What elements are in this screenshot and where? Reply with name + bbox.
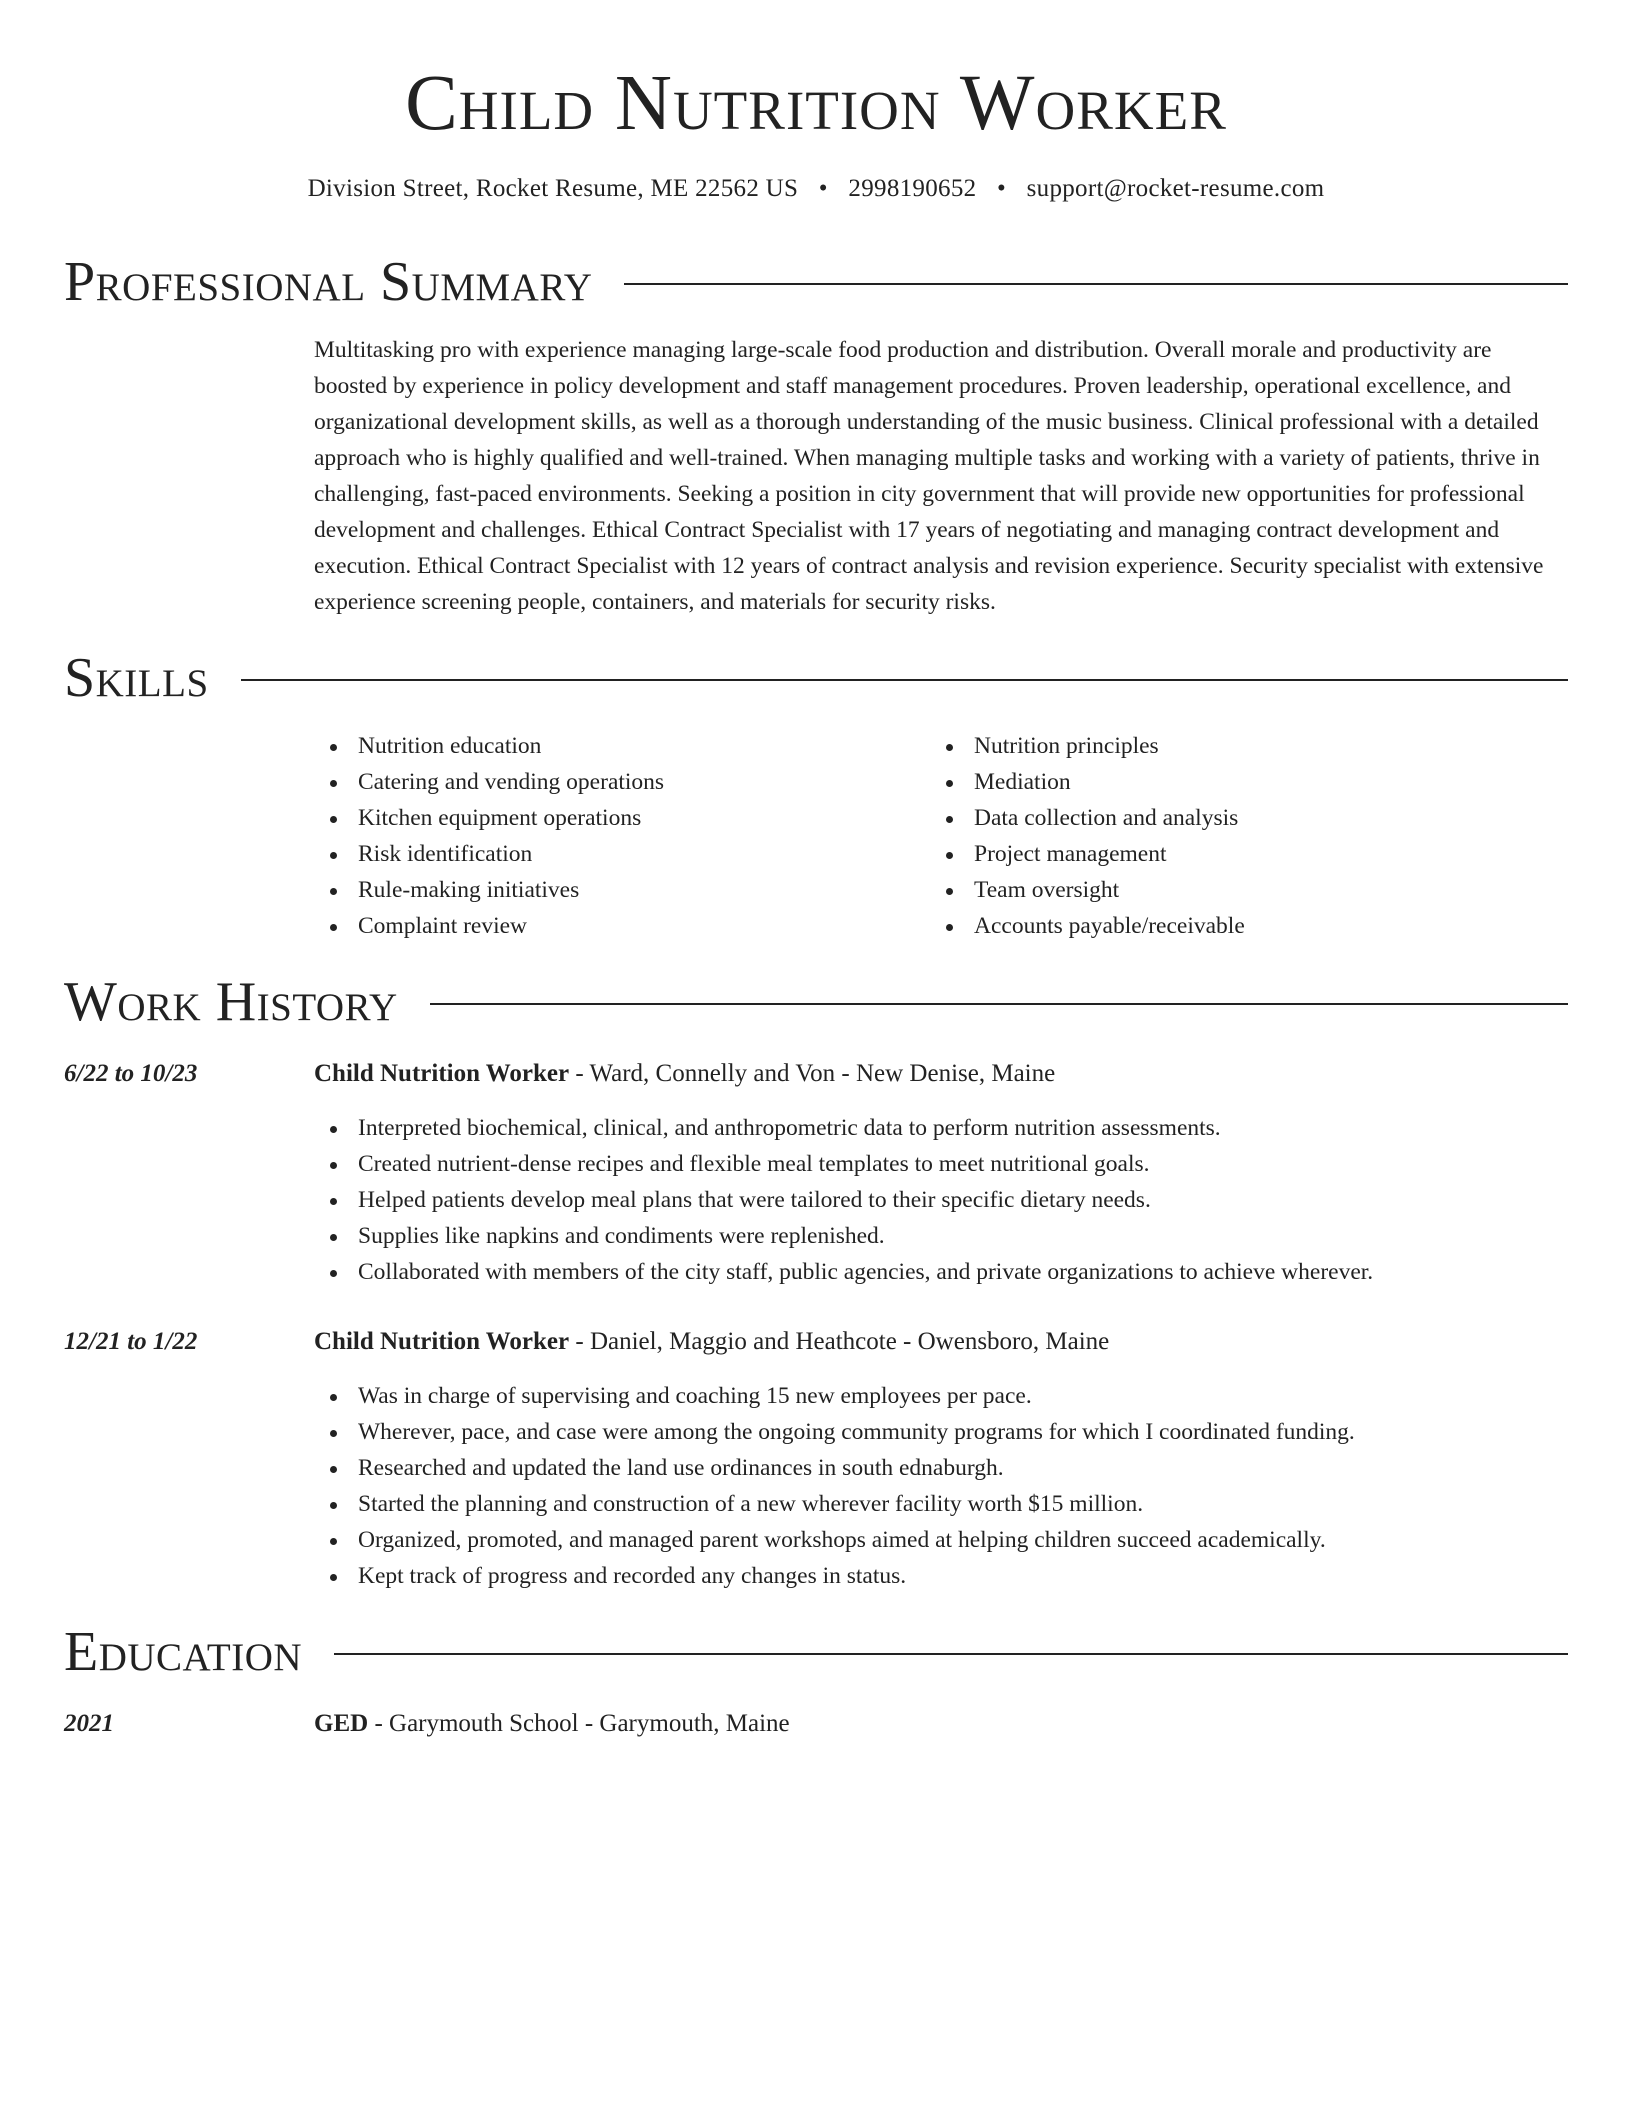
- section-divider: [624, 283, 1568, 285]
- duty-item: Helped patients develop meal plans that were tailored to their specific dietary needs.: [314, 1182, 1568, 1218]
- skill-item: Complaint review: [314, 908, 930, 944]
- skill-item: Catering and vending operations: [314, 764, 930, 800]
- job-title: Child Nutrition Worker: [314, 1060, 570, 1087]
- skill-item: Rule-making initiatives: [314, 872, 930, 908]
- education-entry: [64, 1706, 1568, 1742]
- skill-item: Nutrition education: [314, 728, 930, 764]
- education-line: [314, 1706, 790, 1742]
- summary-section: [64, 250, 1568, 620]
- section-divider: [241, 679, 1568, 681]
- job-entry: [64, 1324, 1568, 1594]
- job-body: [314, 1056, 1568, 1290]
- contact-phone: 2998190652: [848, 175, 977, 202]
- job-dates: 12/21 to 1/22: [64, 1328, 198, 1355]
- duty-item: Supplies like napkins and condiments were replenished.: [314, 1218, 1568, 1254]
- education-year: 2021: [64, 1710, 114, 1737]
- contact-email: support@rocket-resume.com: [1026, 175, 1325, 202]
- duty-item: Wherever, pace, and case were among the ongoing community programs for which I coordinated funding.: [314, 1414, 1568, 1450]
- section-title-work-history: Work History: [64, 971, 398, 1033]
- contact-separator: •: [996, 175, 1007, 202]
- duty-item: Organized, promoted, and managed parent workshops aimed at helping children succeed academically.: [314, 1522, 1568, 1558]
- skill-item: Risk identification: [314, 836, 930, 872]
- skill-item: Project management: [930, 836, 1546, 872]
- candidate-name: Child Nutrition Worker: [405, 60, 1227, 147]
- section-header: [64, 1620, 1568, 1684]
- section-divider: [430, 1003, 1568, 1005]
- job-dates: 6/22 to 10/23: [64, 1060, 198, 1087]
- skills-section: [64, 646, 1568, 944]
- education-section: [64, 1620, 1568, 1742]
- job-duties: [314, 1110, 1568, 1290]
- contact-address: Division Street, Rocket Resume, ME 22562 US: [307, 175, 799, 202]
- section-title-summary: Professional Summary: [64, 251, 593, 313]
- job-title-line: [314, 1324, 1568, 1360]
- job-body: [314, 1324, 1568, 1594]
- job-title: Child Nutrition Worker: [314, 1328, 570, 1355]
- section-header: [64, 970, 1568, 1034]
- skills-column-left: [314, 728, 930, 944]
- duty-item: Kept track of progress and recorded any changes in status.: [314, 1558, 1568, 1594]
- job-duties: [314, 1378, 1568, 1594]
- job-employer-location: - Daniel, Maggio and Heathcote - Owensboro, Maine: [569, 1328, 1110, 1355]
- job-employer-location: - Ward, Connelly and Von - New Denise, Maine: [569, 1060, 1056, 1087]
- skill-item: Accounts payable/receivable: [930, 908, 1546, 944]
- work-history-section: [64, 970, 1568, 1594]
- duty-item: Created nutrient-dense recipes and flexible meal templates to meet nutritional goals.: [314, 1146, 1568, 1182]
- skills-grid: [314, 728, 1568, 944]
- resume-header: [64, 0, 1568, 204]
- education-degree: GED: [314, 1710, 369, 1737]
- education-school-location: - Garymouth School - Garymouth, Maine: [368, 1710, 790, 1737]
- section-header: [64, 646, 1568, 710]
- summary-text: Multitasking pro with experience managing large-scale food production and distribution. Overall morale and productivity are boosted by experience in policy development and staff management procedures. Proven leadership, operational excellence, and organizational development skills, as well as a thorough understanding of the music business. Clinical professional with a detailed approach who is highly qualified and well-trained. When managing multiple tasks and working with a variety of patients, thrive in challenging, fast-paced environments. Seeking a position in city government that will provide new opportunities for professional development and challenges. Ethical Contract Specialist with 17 years of negotiating and managing contract development and execution. Ethical Contract Specialist with 12 years of contract analysis and revision experience. Security specialist with extensive experience screening people, containers, and materials for security risks.: [314, 337, 1544, 615]
- skill-item: Data collection and analysis: [930, 800, 1546, 836]
- contact-separator: •: [818, 175, 828, 202]
- skill-item: Kitchen equipment operations: [314, 800, 930, 836]
- duty-item: Interpreted biochemical, clinical, and anthropometric data to perform nutrition assessments.: [314, 1110, 1568, 1146]
- skill-item: Mediation: [930, 764, 1546, 800]
- section-divider: [334, 1653, 1568, 1655]
- job-title-line: [314, 1056, 1568, 1092]
- skills-column-right: [930, 728, 1546, 944]
- section-title-skills: Skills: [64, 647, 209, 709]
- job-entry: [64, 1056, 1568, 1290]
- section-title-education: Education: [64, 1621, 303, 1683]
- duty-item: Started the planning and construction of a new wherever facility worth $15 million.: [314, 1486, 1568, 1522]
- skill-item: Nutrition principles: [930, 728, 1546, 764]
- duty-item: Collaborated with members of the city staff, public agencies, and private organizations to achieve wherever.: [314, 1254, 1568, 1290]
- duty-item: Was in charge of supervising and coaching 15 new employees per pace.: [314, 1378, 1568, 1414]
- section-header: [64, 250, 1568, 314]
- skill-item: Team oversight: [930, 872, 1546, 908]
- duty-item: Researched and updated the land use ordinances in south ednaburgh.: [314, 1450, 1568, 1486]
- contact-line: [64, 174, 1568, 204]
